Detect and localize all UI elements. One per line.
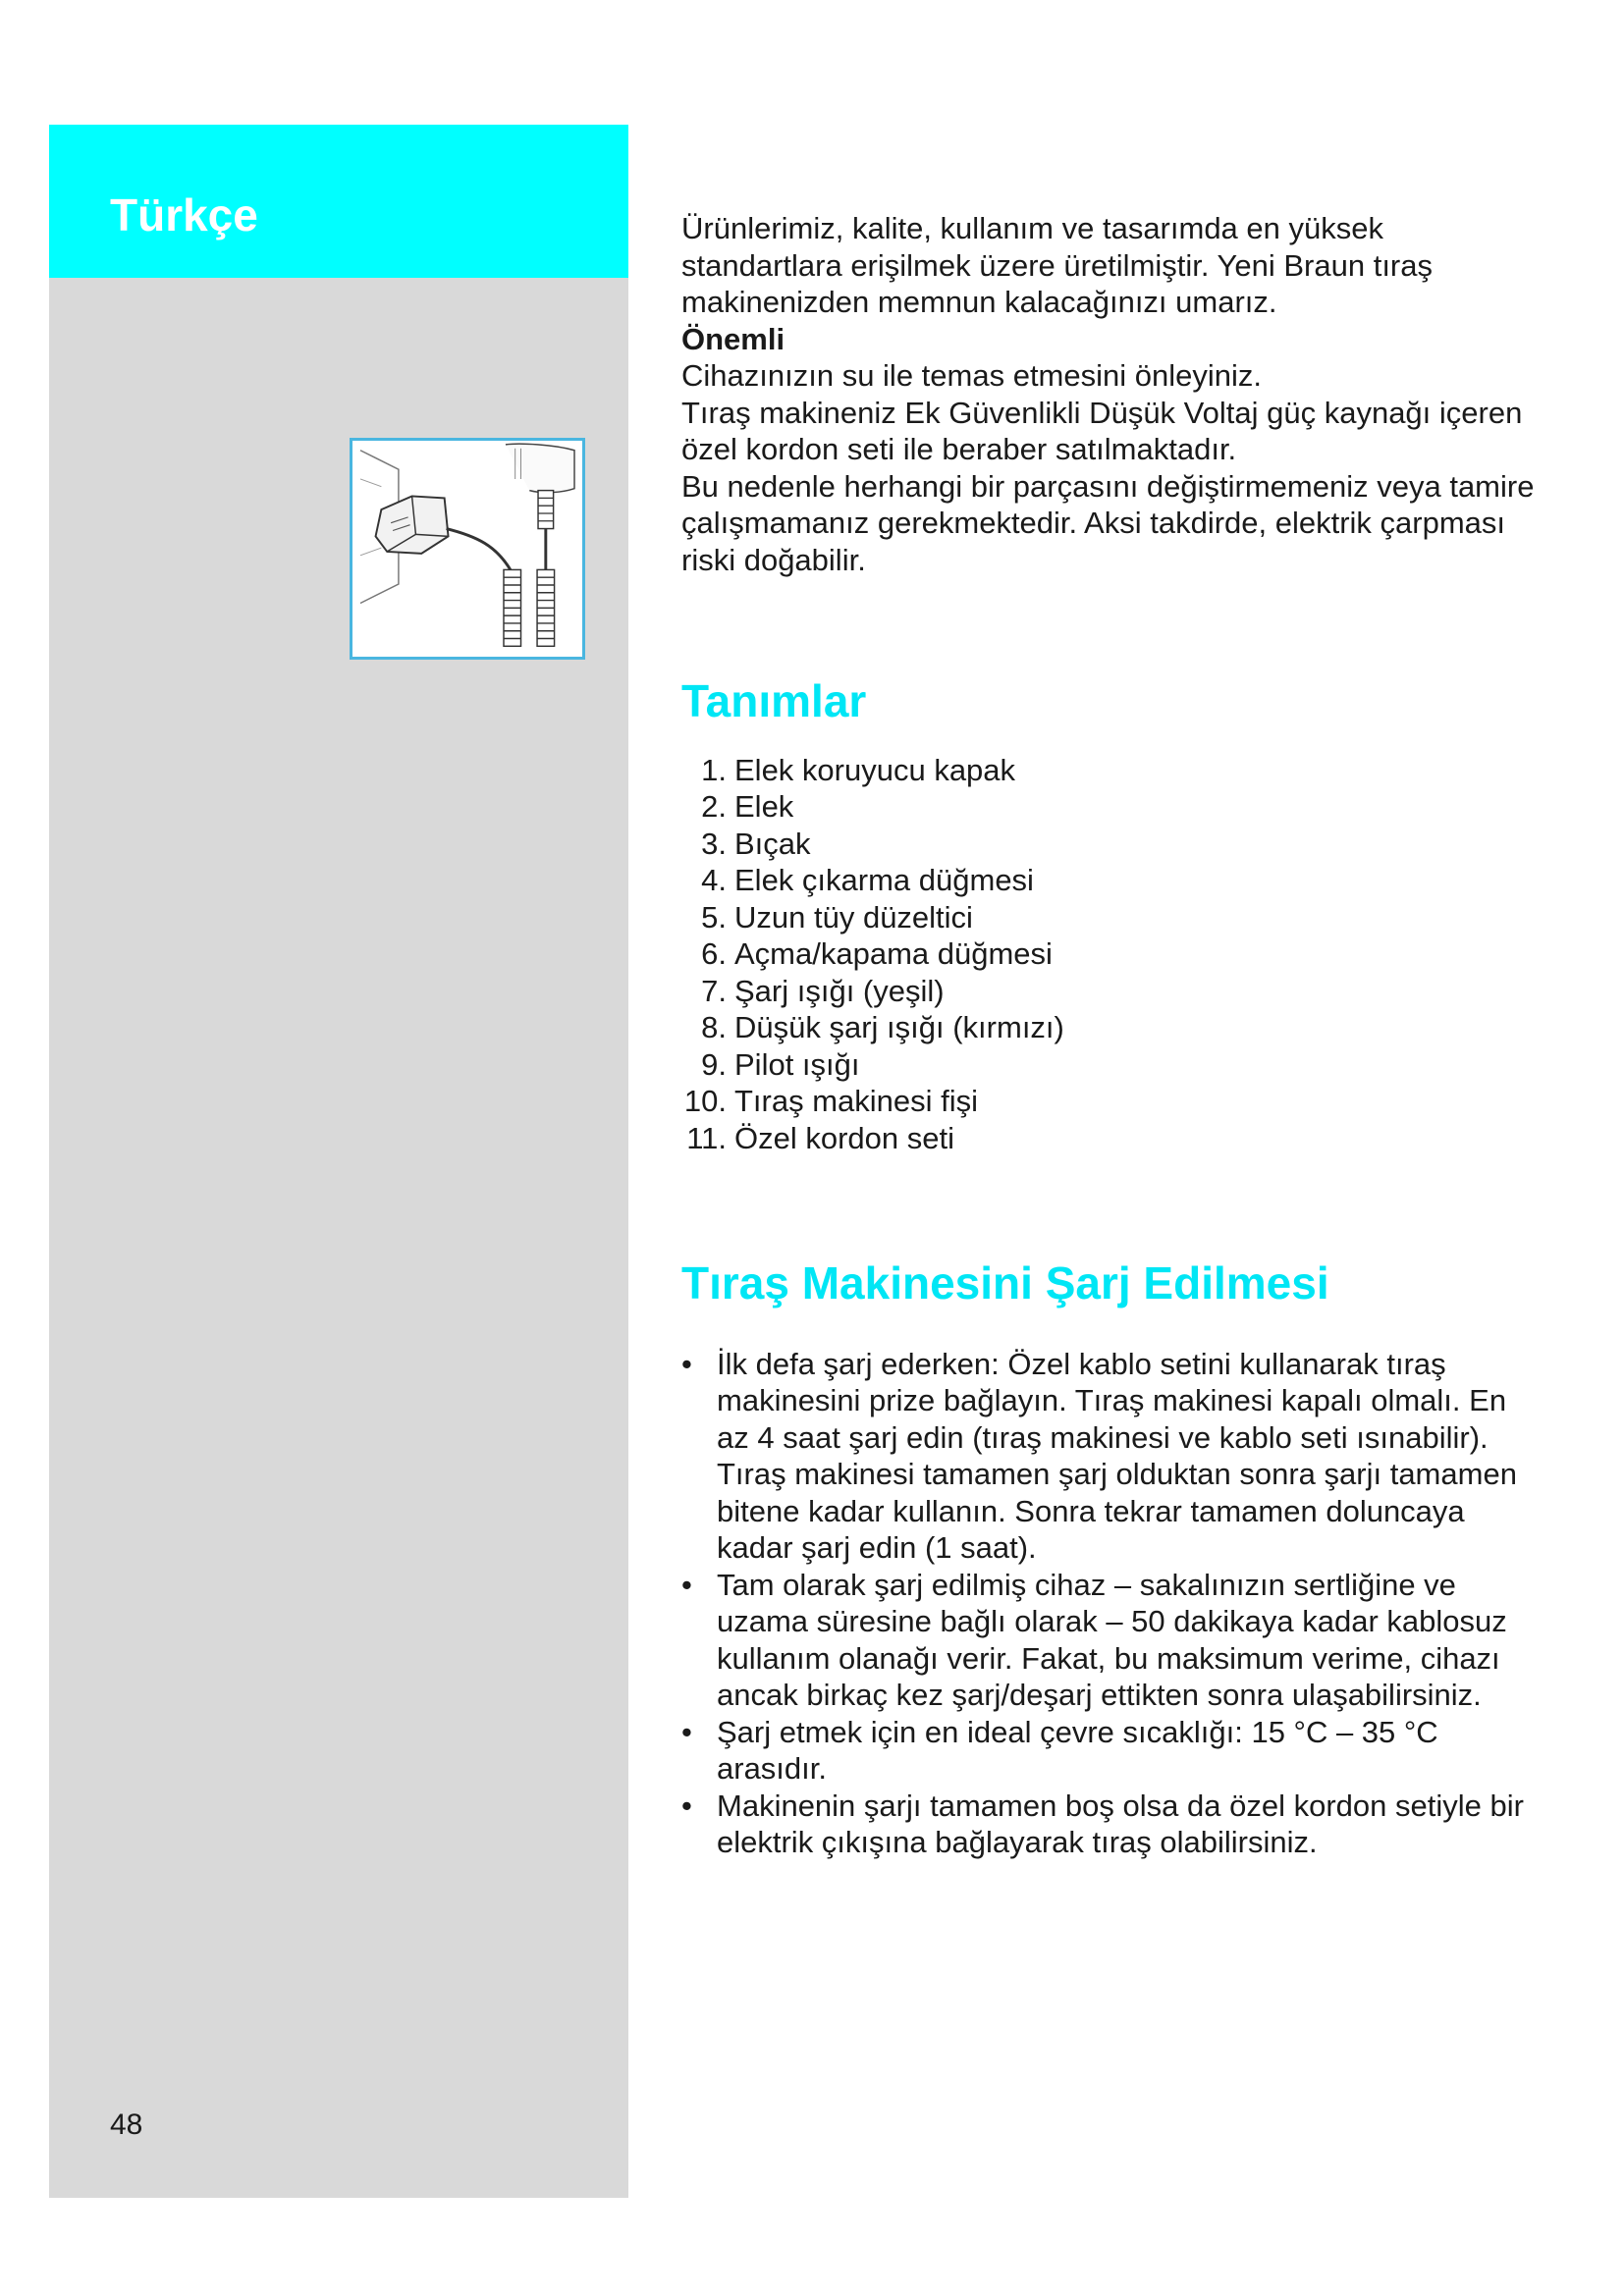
list-item [681,1046,1545,1084]
item-number: 10. [683,1084,727,1119]
list-item [681,788,1545,826]
intro-paragraph: Ürünlerimiz, kalite, kullanım ve tasarımda en yüksek standartlara erişilmek üzere üretilmiştir. Yeni Braun tıraş makinenizden memnun kalacağınızı umarız. [681,211,1433,319]
shaver-plug-cord-icon [350,438,585,660]
list-item [681,935,1545,973]
page-number: 48 [110,2109,143,2141]
notice-title: Önemli [681,321,785,356]
list-item [681,899,1545,936]
item-number: 6. [701,936,727,972]
item-text: Şarj ışığı (yeşil) [734,973,945,1008]
item-number: 3. [701,826,727,861]
list-item: • Tam olarak şarj edilmiş cihaz – sakalınızın sertliğine ve uzama süresine bağlı olarak – 50 dakikaya kadar kablosuz kullanım olanağı verir. Fakat, bu maksimum verime, cihazı ancak birkaç kez şarj/deşarj ettikten sonra ulaşabilirsiniz. [681,1567,1545,1714]
list-item [681,1120,1545,1157]
list-item [681,862,1545,899]
notice-block [681,321,1545,579]
item-number: 4. [701,863,727,898]
sidebar-panel [49,125,628,2198]
item-text: Tıraş makinesi fişi [734,1084,979,1119]
main-content [681,210,1545,1861]
item-number: 5. [701,899,727,934]
charging-heading: Tıraş Makinesini Şarj Edilmesi [681,1257,1329,1309]
definitions-list [681,752,1545,1157]
list-item [681,752,1545,789]
item-number: 9. [701,1046,727,1082]
list-item [681,973,1545,1010]
item-text: Açma/kapama düğmesi [734,936,1053,972]
definitions-heading: Tanımlar [681,675,867,726]
item-text: Uzun tüy düzeltici [734,899,973,934]
item-number: 1. [701,752,727,787]
list-item [681,1009,1545,1046]
item-number: 8. [701,1010,727,1045]
list-item [681,1083,1545,1120]
item-number: 7. [701,973,727,1008]
list-item: • Makinenin şarjı tamamen boş olsa da özel kordon setiyle bir elektrik çıkışına bağlayarak tıraş olabilirsiniz. [681,1788,1545,1861]
charging-list [681,1346,1545,1861]
item-text: Elek [734,789,794,825]
list-item [681,826,1545,863]
item-text: Elek çıkarma düğmesi [734,863,1034,898]
notice-line: Cihazınızın su ile temas etmesini önleyiniz. [681,358,1262,393]
notice-line: Tıraş makineniz Ek Güvenlikli Düşük Voltaj güç kaynağı içeren özel kordon seti ile beraber satılmaktadır. [681,395,1523,466]
item-text: Pilot ışığı [734,1046,860,1082]
item-number: 2. [701,789,727,825]
item-text: Bıçak [734,826,811,861]
notice-line: Bu nedenle herhangi bir parçasını değiştirmemeniz veya tamire çalışmamanız gerekmektedir. Aksi takdirde, elektrik çarpması riski doğabilir. [681,468,1535,577]
item-text: Düşük şarj ışığı (kırmızı) [734,1010,1064,1045]
list-item: • İlk defa şarj ederken: Özel kablo setini kullanarak tıraş makinesini prize bağlayın. Tıraş makinesi kapalı olmalı. En az 4 saat şarj edin (tıraş makinesi ve kablo seti ısınabilir). Tıraş makinesi tamamen şarj olduktan sonra şarjı tamamen bitene kadar kullanın. Sonra tekrar tamamen doluncaya kadar şarj edin (1 saat). [681,1346,1545,1567]
item-text: Elek koruyucu kapak [734,752,1016,787]
language-title: Türkçe [110,189,258,240]
list-item: • Şarj etmek için en ideal çevre sıcaklığı: 15 °C – 35 °C arasıdır. [681,1714,1545,1788]
item-text: Özel kordon seti [734,1120,954,1155]
item-number: 11. [686,1120,727,1155]
